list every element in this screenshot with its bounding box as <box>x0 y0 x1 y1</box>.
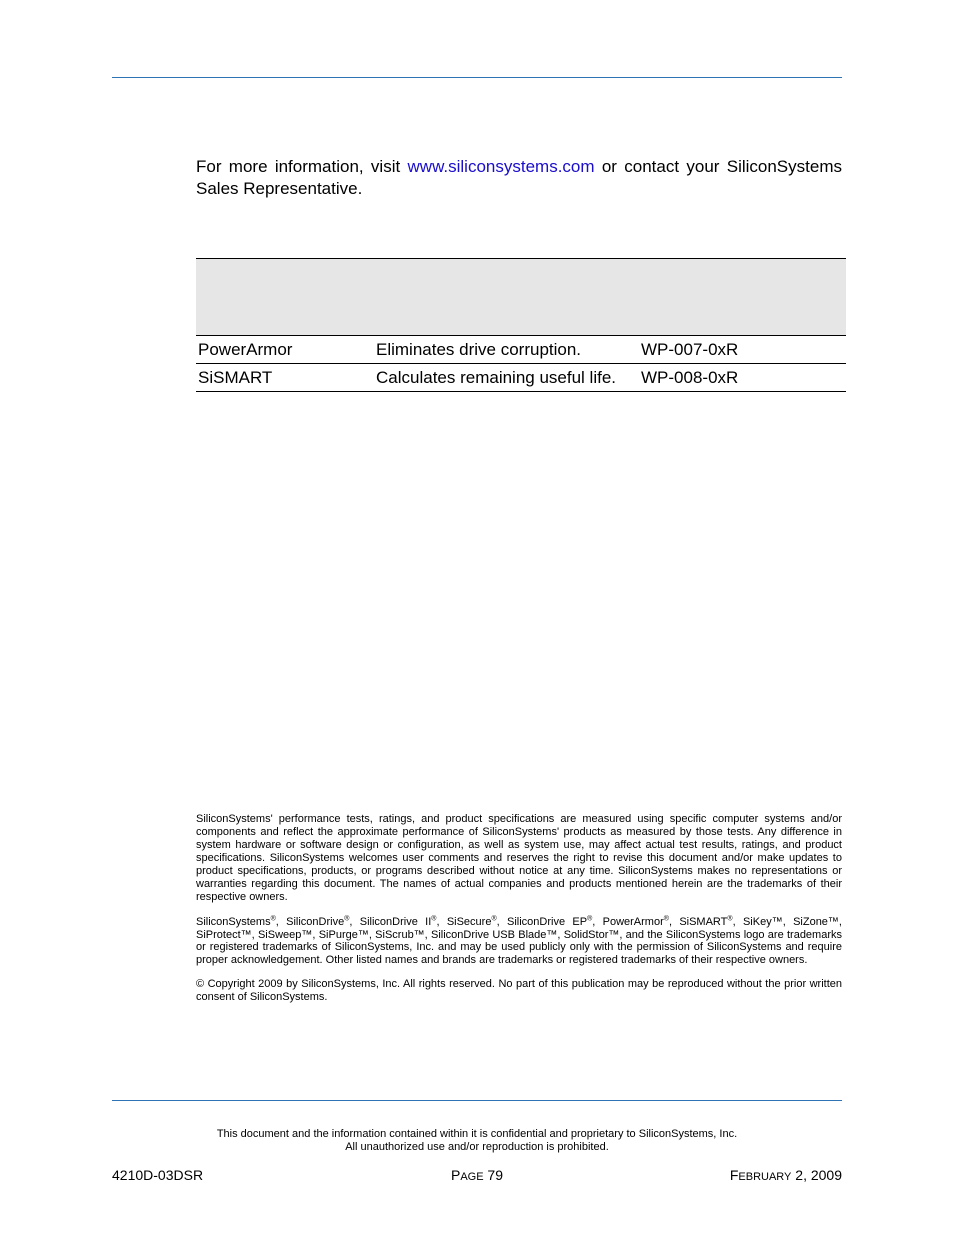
header-cell <box>374 259 639 336</box>
trademark-text: , SiliconDrive EP <box>496 916 588 928</box>
trademark-notice <box>196 916 842 966</box>
page-number-value: 79 <box>483 1167 504 1183</box>
performance-disclaimer: SiliconSystems' performance tests, ratings, and product specifications are measured using specific computer systems and/or components and reflect the approximate performance of SiliconSystems' products as measured by those tests. Any difference in system hardware or software design or configuration, as well as system use, may affect actual test results, ratings, and product specifications. SiliconSystems welcomes user comments and reserves the right to revise this document and/or make updates to product specifications, products, or programs described without notice at any time. SiliconSystems makes no representations or warranties regarding this document. The names of actual companies and products mentioned herein are the trademarks of their respective owners. <box>196 813 842 903</box>
table-row <box>196 364 846 392</box>
feature-name: PowerArmor <box>196 336 374 364</box>
feature-description: Eliminates drive corruption. <box>374 336 639 364</box>
page-label-cap: P <box>450 1167 461 1183</box>
document-date <box>730 1167 842 1183</box>
table-header-row <box>196 259 846 336</box>
intro-text-after: or contact your SiliconSystems Sales Representative. <box>196 157 842 198</box>
date-day-year: 2, 2009 <box>791 1167 842 1183</box>
white-paper-table <box>196 258 846 392</box>
intro-paragraph <box>196 156 842 200</box>
copyright-notice: © Copyright 2009 by SiliconSystems, Inc. All rights reserved. No part of this publication may be reproduced without the prior written consent of SiliconSystems. <box>196 978 842 1003</box>
registered-mark: ® <box>491 915 497 923</box>
registered-mark: ® <box>431 915 437 923</box>
page-label-rest: AGE <box>460 1171 484 1183</box>
trademark-text: , PowerArmor <box>592 916 664 928</box>
trademark-text: , SiKey™, SiZone™, SiProtect™, SiSweep™, SiPurge™, SiScrub™, SiliconDrive USB Blade™, SolidStor™, and the SiliconSystems logo are trademarks or registered trademarks of SiliconSystems, Inc. and may be used publicly only with the permission of SiliconSystems and require proper acknowledgement. Other listed names and brands are trademarks or registered trademarks of their respective owners. <box>196 916 842 966</box>
confidential-line-2: All unauthorized use and/or reproduction is prohibited. <box>345 1141 609 1153</box>
registered-mark: ® <box>587 915 593 923</box>
trademark-text: SiliconSystems <box>196 916 271 928</box>
trademark-text: , SiliconDrive <box>275 916 345 928</box>
registered-mark: ® <box>727 915 733 923</box>
registered-mark: ® <box>270 915 276 923</box>
document-number: WP-008-0xR <box>639 364 846 392</box>
date-month-rest: EBRUARY <box>738 1171 792 1183</box>
registered-mark: ® <box>344 915 350 923</box>
document-number: WP-007-0xR <box>639 336 846 364</box>
feature-description: Calculates remaining useful life. <box>374 364 639 392</box>
website-link[interactable]: www.siliconsystems.com <box>407 157 595 176</box>
registered-mark: ® <box>663 915 669 923</box>
trademark-text: , SiSMART <box>668 916 728 928</box>
table-row <box>196 336 846 364</box>
trademark-text: , SiSecure <box>436 916 492 928</box>
confidentiality-notice <box>112 1128 842 1154</box>
date-month-cap: F <box>729 1167 739 1183</box>
header-cell <box>639 259 846 336</box>
footer-rule <box>112 1100 842 1101</box>
legal-notice <box>196 813 842 1016</box>
feature-name: SiSMART <box>196 364 374 392</box>
intro-text-before: For more information, visit <box>196 157 408 176</box>
page-footer <box>112 1167 842 1185</box>
trademark-text: , SiliconDrive II <box>349 916 432 928</box>
header-cell <box>196 259 374 336</box>
confidential-line-1: This document and the information contained within it is confidential and proprietary to SiliconSystems, Inc. <box>216 1128 738 1140</box>
header-rule <box>112 77 842 78</box>
document-id: 4210D-03DSR <box>112 1167 204 1183</box>
